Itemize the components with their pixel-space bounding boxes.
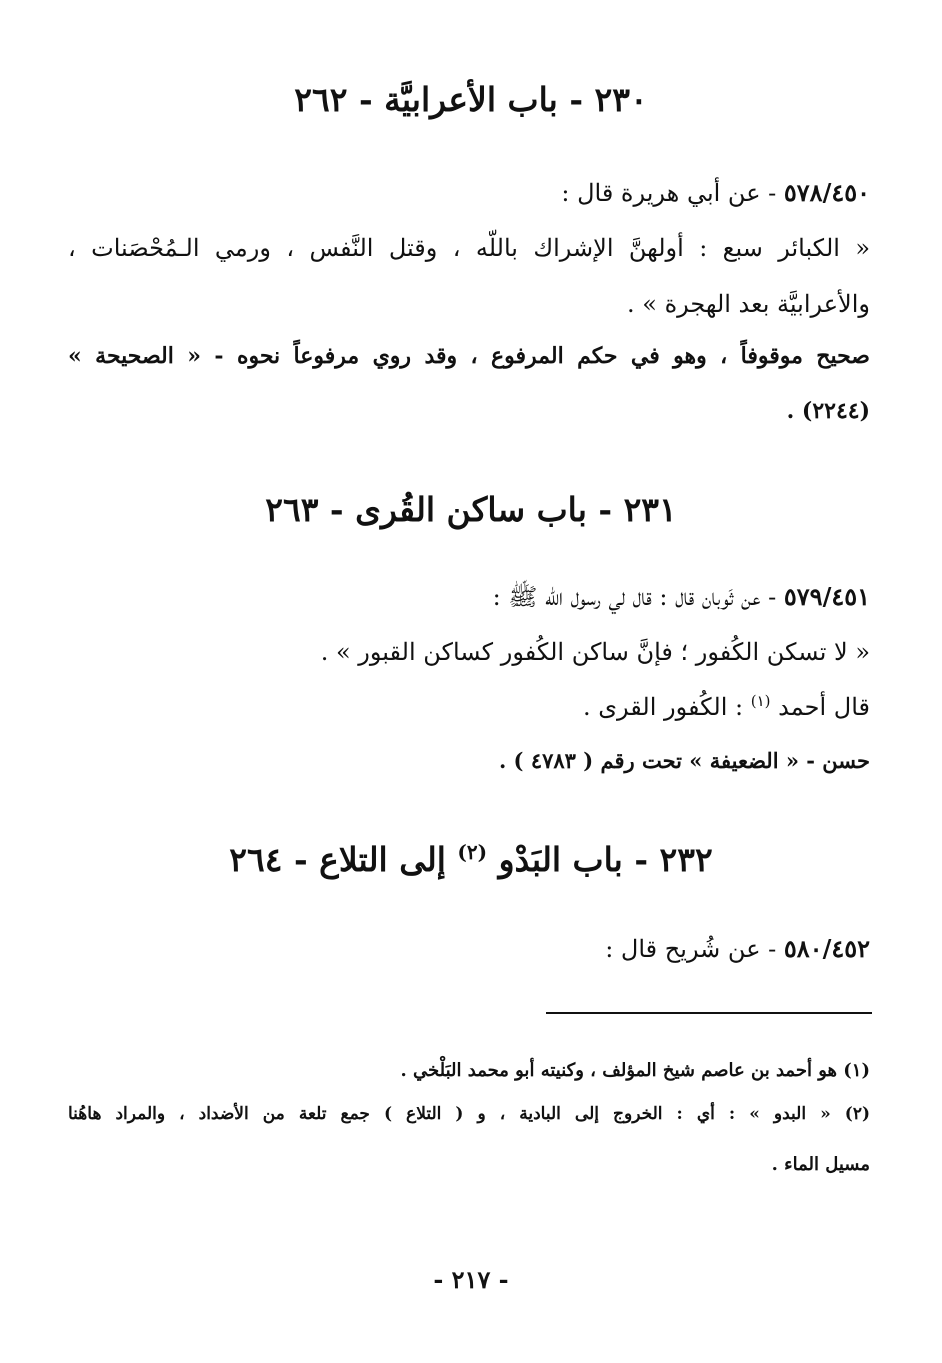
hadith-grading: (٢٢٤٤) .: [786, 398, 870, 424]
hadith-grading: حسن - « الضعيفة » تحت رقم ( ٤٧٨٣ ) .: [498, 748, 870, 773]
hadith-grading: صحيح موقوفاً ، وهو في حكم المرفوع ، وقد روي مرفوعاً نحوه - « الصحيحة »: [68, 343, 870, 369]
hadith-opening: [493, 582, 870, 617]
heading-text: إلى التلاع - ٢٦٤: [229, 840, 458, 879]
hadith-text: « الكبائر سبع : أولهنَّ الإشراك باللّه ، وقتل النَّفس ، ورمي الـمُحْصَنات ،: [68, 234, 870, 262]
hadith-number: ٥٧٩/٤٥١: [783, 582, 870, 611]
footnote-ref: (١): [750, 692, 771, 710]
hadith-number: ٥٨٠/٤٥٢: [783, 934, 870, 963]
footnote-2-continued: مسيل الماء .: [771, 1154, 870, 1175]
note-text: قال أحمد: [770, 693, 870, 721]
footnote-2: (٢) « البدو » : أي : الخروج إلى البادية ، و ( التلاع ) جمع تلعة من الأضداد ، والمراد هاهُنا: [68, 1104, 870, 1124]
note-text: : الكُفور القرى .: [583, 693, 751, 721]
footnote-separator: [546, 1012, 872, 1014]
hadith-intro: - عن أبي هريرة قال :: [561, 179, 784, 207]
footnote-1: (١) هو أحمد بن عاصم شيخ المؤلف ، وكنيته أبو محمد البَلْخي .: [400, 1060, 870, 1081]
hadith-intro: - عن ثَوبان قال : قال لي رسول اللّه ﷺ :: [492, 583, 784, 611]
chapter-heading: ٢٣١ - باب ساكن القُرى - ٢٦٣: [265, 490, 677, 529]
chapter-heading: ٢٣٠ - باب الأعرابيَّة - ٢٦٢: [294, 80, 648, 119]
chapter-heading: [0, 840, 942, 879]
hadith-intro: - عن شُريح قال :: [605, 935, 784, 963]
hadith-note: [583, 692, 870, 721]
footnote-ref: (٢): [457, 840, 488, 864]
hadith-text: « لا تسكن الكُفور ؛ فإنَّ ساكن الكُفور كساكن القبور » .: [320, 638, 870, 666]
hadith-opening: [605, 934, 870, 963]
hadith-opening: [561, 178, 870, 207]
heading-text: ٢٣٢ - باب البَدْو: [487, 840, 713, 879]
page-number: - ٢١٧ -: [433, 1265, 509, 1294]
hadith-text: والأعرابيَّة بعد الهجرة » .: [627, 290, 870, 318]
hadith-number: ٥٧٨/٤٥٠: [783, 178, 870, 207]
